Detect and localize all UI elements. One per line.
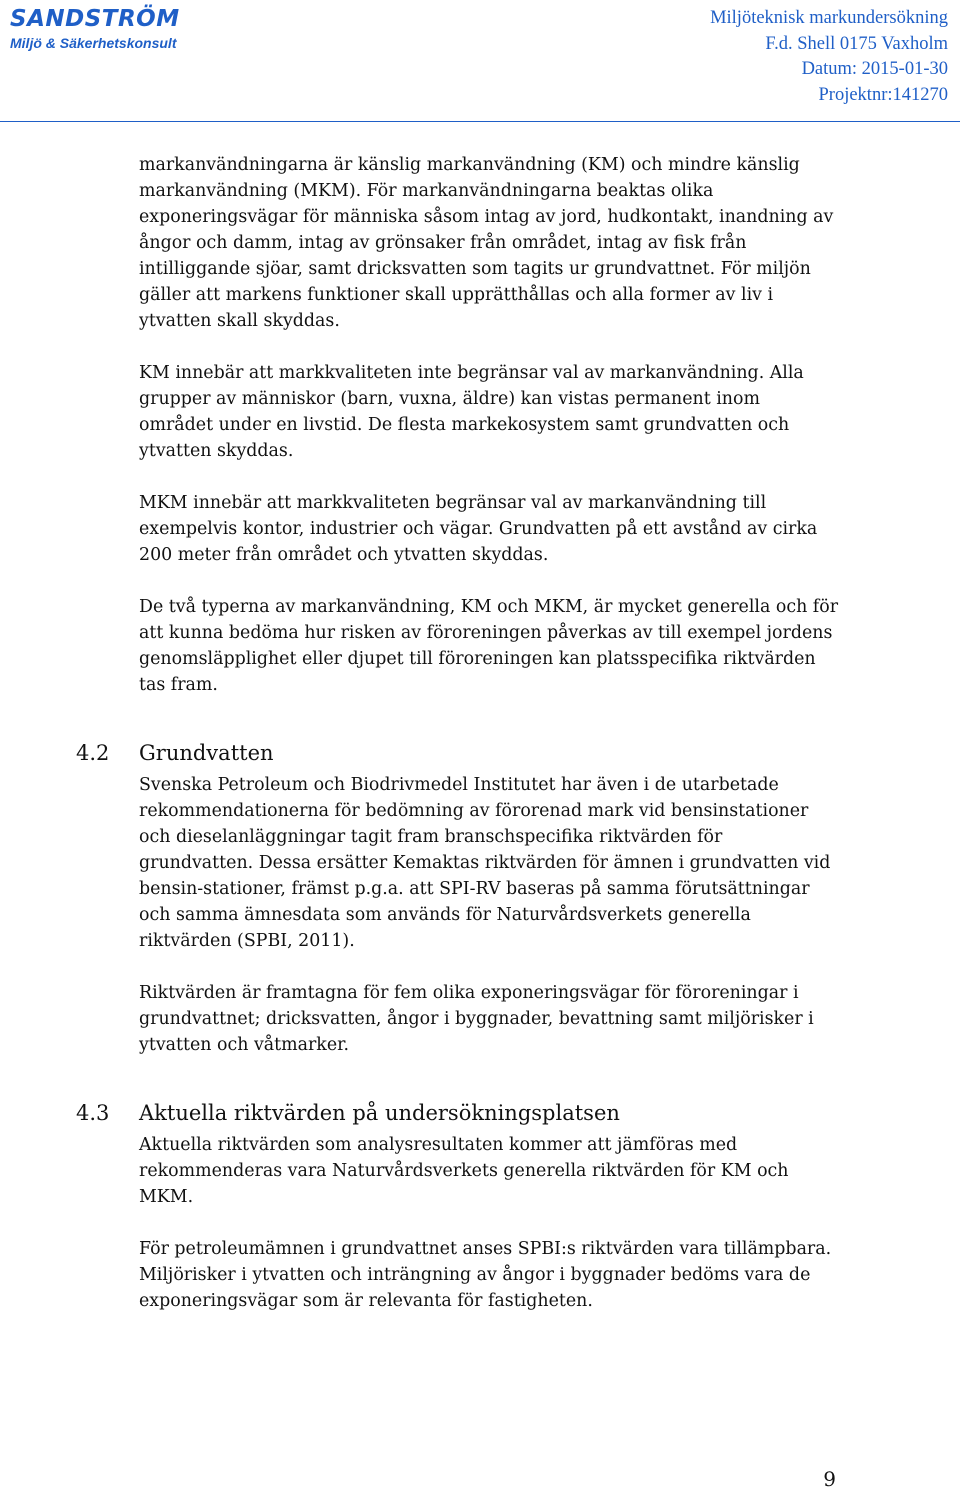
body-paragraph: markanvändningarna är känslig markanvändning (KM) och mindre känslig markanvändning (MKM). För markanvändningarna beaktas olika exponeringsvägar för människa såsom intag av jord, hudkontakt, inandning av ångor och damm, intag av grönsaker från området, intag av fisk från intilliggande sjöar, samt dricksvatten som tagits ur grundvattnet. För miljön gäller att markens funktioner skall upprätthållas och alla former av liv i ytvatten skall skyddas. — [139, 155, 834, 331]
body-paragraph: Aktuella riktvärden som analysresultaten kommer att jämföras med rekommenderas vara Naturvårdsverkets generella riktvärden för KM och MKM. — [139, 1135, 789, 1207]
report-title: Miljöteknisk markundersökning — [710, 8, 948, 28]
section-title: Grundvatten — [139, 741, 274, 765]
header-divider — [0, 121, 960, 122]
project-number: Projektnr:141270 — [818, 84, 948, 105]
report-date: Datum: 2015-01-30 — [801, 59, 948, 79]
page-body — [76, 152, 839, 1340]
section-title: Aktuella riktvärden på undersökningsplatsen — [139, 1101, 620, 1125]
page-number: 9 — [823, 1467, 836, 1491]
body-paragraph: De två typerna av markanvändning, KM och MKM, är mycket generella och för att kunna bedöma hur risken av föroreningen påverkas av till exempel jordens genomsläpplighet eller djupet till föroreningen kan platsspecifika riktvärden tas fram. — [139, 597, 839, 695]
body-paragraph: För petroleumämnen i grundvattnet anses SPBI:s riktvärden vara tillämpbara. Miljörisker i ytvatten och inträngning av ångor i byggnader bedöms vara de exponeringsvägar som är relevanta för fastigheten. — [139, 1239, 832, 1311]
body-paragraph: Svenska Petroleum och Biodrivmedel Institutet har även i de utarbetade rekommendationerna för bedömning av förorenad mark vid bensinstationer och dieselanläggningar tagit fram branschspecifika riktvärden för grundvatten. Dessa ersätter Kemaktas riktvärden för ämnen i grundvatten vid bensin-stationer, främst p.g.a. att SPI-RV baseras på samma förutsättningar och samma ämnesdata som används för Naturvårdsverkets generella riktvärden (SPBI, 2011). — [139, 775, 831, 951]
section-heading-4-2 — [76, 738, 839, 768]
section-number: 4.2 — [76, 741, 110, 765]
logo-wordmark: SANDSTRÖM — [10, 6, 180, 32]
body-paragraph: MKM innebär att markkvaliteten begränsar val av markanvändning till exempelvis kontor, industrier och vägar. Grundvatten på ett avstånd av cirka 200 meter från området och ytvatten skyddas. — [139, 493, 818, 565]
site-name: F.d. Shell 0175 Vaxholm — [765, 33, 948, 54]
document-meta — [710, 6, 948, 108]
logo-tagline: Miljö & Säkerhetskonsult — [10, 35, 177, 51]
body-paragraph: KM innebär att markkvaliteten inte begränsar val av markanvändning. Alla grupper av människor (barn, vuxna, äldre) kan vistas permanent inom området under en livstid. De flesta markekosystem samt grundvatten och ytvatten skyddas. — [139, 363, 804, 461]
body-paragraph: Riktvärden är framtagna för fem olika exponeringsvägar för föroreningar i grundvattnet; dricksvatten, ångor i byggnader, bevattning samt miljörisker i ytvatten och våtmarker. — [139, 983, 814, 1055]
section-number: 4.3 — [76, 1101, 110, 1125]
section-heading-4-3 — [76, 1098, 839, 1128]
company-logo — [10, 6, 180, 52]
